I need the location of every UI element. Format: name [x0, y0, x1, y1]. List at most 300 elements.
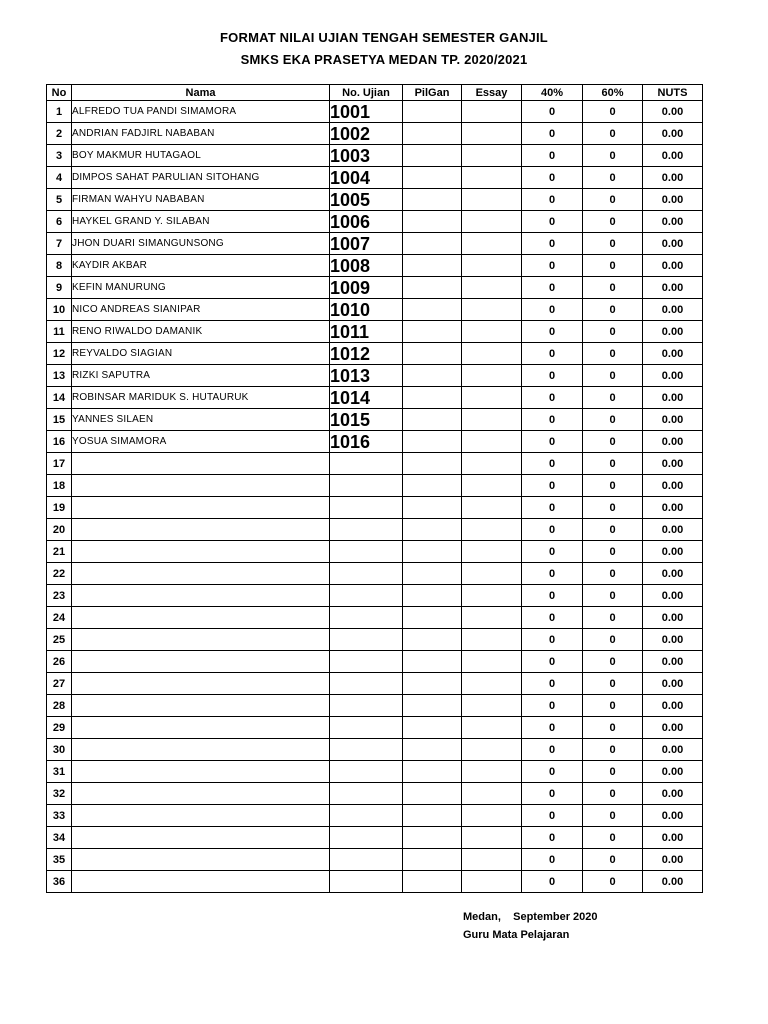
- header-nama: Nama: [72, 85, 330, 101]
- row-number: 26: [47, 651, 72, 673]
- score-40-percent: 0: [522, 123, 583, 145]
- pilgan-score: [403, 871, 462, 893]
- score-60-percent: 0: [583, 827, 643, 849]
- header-no: No: [47, 85, 72, 101]
- table-row: [47, 233, 703, 255]
- score-40-percent: 0: [522, 739, 583, 761]
- essay-score: [462, 431, 522, 453]
- nuts-score: 0.00: [643, 255, 703, 277]
- nuts-score: 0.00: [643, 651, 703, 673]
- table-row: [47, 431, 703, 453]
- exam-number: [330, 497, 403, 519]
- exam-number: 1003: [330, 145, 403, 167]
- exam-number: [330, 585, 403, 607]
- exam-number: [330, 673, 403, 695]
- nuts-score: 0.00: [643, 783, 703, 805]
- student-name: [72, 673, 330, 695]
- row-number: 36: [47, 871, 72, 893]
- exam-number: [330, 739, 403, 761]
- table-row: [47, 827, 703, 849]
- table-row: [47, 651, 703, 673]
- student-name: [72, 453, 330, 475]
- student-name: JHON DUARI SIMANGUNSONG: [72, 233, 330, 255]
- row-number: 10: [47, 299, 72, 321]
- exam-number: [330, 453, 403, 475]
- nuts-score: 0.00: [643, 387, 703, 409]
- row-number: 29: [47, 717, 72, 739]
- essay-score: [462, 805, 522, 827]
- nuts-score: 0.00: [643, 607, 703, 629]
- row-number: 12: [47, 343, 72, 365]
- row-number: 23: [47, 585, 72, 607]
- student-name: [72, 651, 330, 673]
- table-row: [47, 167, 703, 189]
- row-number: 18: [47, 475, 72, 497]
- essay-score: [462, 783, 522, 805]
- exam-number: 1011: [330, 321, 403, 343]
- pilgan-score: [403, 475, 462, 497]
- pilgan-score: [403, 651, 462, 673]
- exam-number: [330, 717, 403, 739]
- essay-score: [462, 475, 522, 497]
- row-number: 15: [47, 409, 72, 431]
- exam-number: [330, 783, 403, 805]
- pilgan-score: [403, 497, 462, 519]
- score-40-percent: 0: [522, 431, 583, 453]
- nuts-score: 0.00: [643, 695, 703, 717]
- score-60-percent: 0: [583, 739, 643, 761]
- exam-number: 1010: [330, 299, 403, 321]
- exam-number: [330, 651, 403, 673]
- essay-score: [462, 321, 522, 343]
- essay-score: [462, 695, 522, 717]
- table-row: [47, 409, 703, 431]
- exam-number: [330, 849, 403, 871]
- nuts-score: 0.00: [643, 541, 703, 563]
- pilgan-score: [403, 145, 462, 167]
- exam-number: 1002: [330, 123, 403, 145]
- essay-score: [462, 409, 522, 431]
- score-60-percent: 0: [583, 717, 643, 739]
- row-number: 8: [47, 255, 72, 277]
- score-60-percent: 0: [583, 101, 643, 123]
- essay-score: [462, 365, 522, 387]
- exam-number: 1015: [330, 409, 403, 431]
- score-40-percent: 0: [522, 761, 583, 783]
- student-name: [72, 849, 330, 871]
- table-row: [47, 299, 703, 321]
- pilgan-score: [403, 387, 462, 409]
- pilgan-score: [403, 717, 462, 739]
- pilgan-score: [403, 607, 462, 629]
- table-row: [47, 519, 703, 541]
- row-number: 22: [47, 563, 72, 585]
- nuts-score: 0.00: [643, 299, 703, 321]
- score-40-percent: 0: [522, 299, 583, 321]
- pilgan-score: [403, 343, 462, 365]
- pilgan-score: [403, 563, 462, 585]
- table-row: [47, 783, 703, 805]
- exam-number: [330, 629, 403, 651]
- table-row: [47, 761, 703, 783]
- score-40-percent: 0: [522, 277, 583, 299]
- pilgan-score: [403, 123, 462, 145]
- score-40-percent: 0: [522, 497, 583, 519]
- student-name: [72, 871, 330, 893]
- exam-number: 1014: [330, 387, 403, 409]
- table-row: [47, 453, 703, 475]
- score-40-percent: 0: [522, 541, 583, 563]
- row-number: 24: [47, 607, 72, 629]
- score-40-percent: 0: [522, 321, 583, 343]
- exam-number: 1012: [330, 343, 403, 365]
- student-name: NICO ANDREAS SIANIPAR: [72, 299, 330, 321]
- score-60-percent: 0: [583, 233, 643, 255]
- essay-score: [462, 277, 522, 299]
- grade-table: [46, 84, 703, 893]
- row-number: 7: [47, 233, 72, 255]
- score-60-percent: 0: [583, 805, 643, 827]
- nuts-score: 0.00: [643, 497, 703, 519]
- table-row: [47, 277, 703, 299]
- row-number: 5: [47, 189, 72, 211]
- nuts-score: 0.00: [643, 365, 703, 387]
- row-number: 3: [47, 145, 72, 167]
- score-40-percent: 0: [522, 783, 583, 805]
- nuts-score: 0.00: [643, 343, 703, 365]
- nuts-score: 0.00: [643, 827, 703, 849]
- row-number: 17: [47, 453, 72, 475]
- table-row: [47, 673, 703, 695]
- table-row: [47, 123, 703, 145]
- score-60-percent: 0: [583, 497, 643, 519]
- exam-number: 1001: [330, 101, 403, 123]
- table-row: [47, 255, 703, 277]
- student-name: FIRMAN WAHYU NABABAN: [72, 189, 330, 211]
- row-number: 30: [47, 739, 72, 761]
- essay-score: [462, 189, 522, 211]
- score-40-percent: 0: [522, 255, 583, 277]
- table-row: [47, 805, 703, 827]
- score-60-percent: 0: [583, 321, 643, 343]
- nuts-score: 0.00: [643, 211, 703, 233]
- table-row: [47, 497, 703, 519]
- document-title: FORMAT NILAI UJIAN TENGAH SEMESTER GANJIL: [220, 30, 548, 45]
- score-40-percent: 0: [522, 827, 583, 849]
- essay-score: [462, 255, 522, 277]
- pilgan-score: [403, 519, 462, 541]
- score-40-percent: 0: [522, 365, 583, 387]
- score-60-percent: 0: [583, 431, 643, 453]
- row-number: 35: [47, 849, 72, 871]
- nuts-score: 0.00: [643, 849, 703, 871]
- score-60-percent: 0: [583, 167, 643, 189]
- student-name: [72, 739, 330, 761]
- score-40-percent: 0: [522, 849, 583, 871]
- exam-number: 1004: [330, 167, 403, 189]
- row-number: 31: [47, 761, 72, 783]
- essay-score: [462, 387, 522, 409]
- table-row: [47, 475, 703, 497]
- nuts-score: 0.00: [643, 673, 703, 695]
- essay-score: [462, 519, 522, 541]
- score-60-percent: 0: [583, 299, 643, 321]
- row-number: 2: [47, 123, 72, 145]
- pilgan-score: [403, 101, 462, 123]
- score-60-percent: 0: [583, 409, 643, 431]
- student-name: DIMPOS SAHAT PARULIAN SITOHANG: [72, 167, 330, 189]
- nuts-score: 0.00: [643, 563, 703, 585]
- pilgan-score: [403, 255, 462, 277]
- pilgan-score: [403, 739, 462, 761]
- essay-score: [462, 871, 522, 893]
- table-row: [47, 189, 703, 211]
- essay-score: [462, 211, 522, 233]
- row-number: 9: [47, 277, 72, 299]
- score-40-percent: 0: [522, 387, 583, 409]
- student-name: [72, 629, 330, 651]
- table-row: [47, 717, 703, 739]
- score-60-percent: 0: [583, 607, 643, 629]
- essay-score: [462, 343, 522, 365]
- score-40-percent: 0: [522, 651, 583, 673]
- pilgan-score: [403, 629, 462, 651]
- score-40-percent: 0: [522, 189, 583, 211]
- table-row: [47, 849, 703, 871]
- footer-place-date: Medan, September 2020: [463, 911, 598, 923]
- table-row: [47, 629, 703, 651]
- row-number: 6: [47, 211, 72, 233]
- pilgan-score: [403, 827, 462, 849]
- nuts-score: 0.00: [643, 233, 703, 255]
- table-row: [47, 387, 703, 409]
- exam-number: [330, 519, 403, 541]
- student-name: RIZKI SAPUTRA: [72, 365, 330, 387]
- essay-score: [462, 453, 522, 475]
- pilgan-score: [403, 299, 462, 321]
- score-40-percent: 0: [522, 233, 583, 255]
- nuts-score: 0.00: [643, 277, 703, 299]
- nuts-score: 0.00: [643, 453, 703, 475]
- essay-score: [462, 739, 522, 761]
- score-60-percent: 0: [583, 123, 643, 145]
- pilgan-score: [403, 805, 462, 827]
- nuts-score: 0.00: [643, 167, 703, 189]
- table-row: [47, 541, 703, 563]
- score-60-percent: 0: [583, 453, 643, 475]
- footer-signer-role: Guru Mata Pelajaran: [463, 929, 570, 941]
- exam-number: 1005: [330, 189, 403, 211]
- table-row: [47, 871, 703, 893]
- score-60-percent: 0: [583, 145, 643, 167]
- student-name: YANNES SILAEN: [72, 409, 330, 431]
- nuts-score: 0.00: [643, 145, 703, 167]
- exam-number: [330, 563, 403, 585]
- pilgan-score: [403, 321, 462, 343]
- essay-score: [462, 101, 522, 123]
- student-name: ANDRIAN FADJIRL NABABAN: [72, 123, 330, 145]
- score-40-percent: 0: [522, 563, 583, 585]
- student-name: [72, 827, 330, 849]
- essay-score: [462, 167, 522, 189]
- header-no-ujian: No. Ujian: [330, 85, 403, 101]
- essay-score: [462, 585, 522, 607]
- essay-score: [462, 651, 522, 673]
- student-name: [72, 717, 330, 739]
- row-number: 28: [47, 695, 72, 717]
- header-pilgan: PilGan: [403, 85, 462, 101]
- row-number: 4: [47, 167, 72, 189]
- document-subtitle: SMKS EKA PRASETYA MEDAN TP. 2020/2021: [240, 52, 528, 67]
- table-row: [47, 695, 703, 717]
- pilgan-score: [403, 431, 462, 453]
- table-row: [47, 365, 703, 387]
- pilgan-score: [403, 673, 462, 695]
- nuts-score: 0.00: [643, 739, 703, 761]
- student-name: [72, 761, 330, 783]
- student-name: YOSUA SIMAMORA: [72, 431, 330, 453]
- essay-score: [462, 849, 522, 871]
- score-40-percent: 0: [522, 453, 583, 475]
- score-40-percent: 0: [522, 717, 583, 739]
- nuts-score: 0.00: [643, 101, 703, 123]
- pilgan-score: [403, 211, 462, 233]
- table-row: [47, 211, 703, 233]
- row-number: 19: [47, 497, 72, 519]
- header-60-percent: 60%: [583, 85, 643, 101]
- exam-number: [330, 827, 403, 849]
- table-row: [47, 321, 703, 343]
- header-essay: Essay: [462, 85, 522, 101]
- exam-number: [330, 871, 403, 893]
- pilgan-score: [403, 761, 462, 783]
- table-header-row: [47, 85, 703, 101]
- nuts-score: 0.00: [643, 519, 703, 541]
- essay-score: [462, 497, 522, 519]
- student-name: [72, 695, 330, 717]
- score-60-percent: 0: [583, 783, 643, 805]
- row-number: 21: [47, 541, 72, 563]
- pilgan-score: [403, 849, 462, 871]
- nuts-score: 0.00: [643, 123, 703, 145]
- exam-number: [330, 805, 403, 827]
- row-number: 27: [47, 673, 72, 695]
- essay-score: [462, 563, 522, 585]
- exam-number: [330, 607, 403, 629]
- pilgan-score: [403, 695, 462, 717]
- nuts-score: 0.00: [643, 629, 703, 651]
- score-60-percent: 0: [583, 211, 643, 233]
- row-number: 1: [47, 101, 72, 123]
- table-row: [47, 585, 703, 607]
- pilgan-score: [403, 365, 462, 387]
- student-name: [72, 585, 330, 607]
- score-40-percent: 0: [522, 101, 583, 123]
- essay-score: [462, 761, 522, 783]
- score-40-percent: 0: [522, 585, 583, 607]
- row-number: 34: [47, 827, 72, 849]
- essay-score: [462, 717, 522, 739]
- score-40-percent: 0: [522, 629, 583, 651]
- essay-score: [462, 123, 522, 145]
- table-row: [47, 607, 703, 629]
- nuts-score: 0.00: [643, 189, 703, 211]
- score-60-percent: 0: [583, 585, 643, 607]
- nuts-score: 0.00: [643, 431, 703, 453]
- table-row: [47, 145, 703, 167]
- student-name: RENO RIWALDO DAMANIK: [72, 321, 330, 343]
- exam-number: 1008: [330, 255, 403, 277]
- score-60-percent: 0: [583, 695, 643, 717]
- table-row: [47, 343, 703, 365]
- score-60-percent: 0: [583, 365, 643, 387]
- score-40-percent: 0: [522, 607, 583, 629]
- student-name: [72, 607, 330, 629]
- header-nuts: NUTS: [643, 85, 703, 101]
- exam-number: 1009: [330, 277, 403, 299]
- nuts-score: 0.00: [643, 717, 703, 739]
- pilgan-score: [403, 277, 462, 299]
- student-name: REYVALDO SIAGIAN: [72, 343, 330, 365]
- student-name: [72, 497, 330, 519]
- row-number: 32: [47, 783, 72, 805]
- score-60-percent: 0: [583, 541, 643, 563]
- essay-score: [462, 299, 522, 321]
- nuts-score: 0.00: [643, 409, 703, 431]
- score-40-percent: 0: [522, 673, 583, 695]
- score-60-percent: 0: [583, 761, 643, 783]
- score-40-percent: 0: [522, 343, 583, 365]
- score-40-percent: 0: [522, 409, 583, 431]
- pilgan-score: [403, 167, 462, 189]
- score-40-percent: 0: [522, 519, 583, 541]
- score-60-percent: 0: [583, 871, 643, 893]
- essay-score: [462, 541, 522, 563]
- exam-number: [330, 475, 403, 497]
- nuts-score: 0.00: [643, 761, 703, 783]
- essay-score: [462, 629, 522, 651]
- exam-number: 1016: [330, 431, 403, 453]
- student-name: [72, 519, 330, 541]
- score-60-percent: 0: [583, 629, 643, 651]
- exam-number: [330, 541, 403, 563]
- row-number: 16: [47, 431, 72, 453]
- pilgan-score: [403, 783, 462, 805]
- score-40-percent: 0: [522, 475, 583, 497]
- row-number: 14: [47, 387, 72, 409]
- score-40-percent: 0: [522, 805, 583, 827]
- student-name: [72, 783, 330, 805]
- score-60-percent: 0: [583, 673, 643, 695]
- table-row: [47, 101, 703, 123]
- score-60-percent: 0: [583, 849, 643, 871]
- nuts-score: 0.00: [643, 805, 703, 827]
- score-40-percent: 0: [522, 871, 583, 893]
- score-60-percent: 0: [583, 387, 643, 409]
- student-name: KEFIN MANURUNG: [72, 277, 330, 299]
- score-60-percent: 0: [583, 343, 643, 365]
- student-name: ALFREDO TUA PANDI SIMAMORA: [72, 101, 330, 123]
- pilgan-score: [403, 189, 462, 211]
- score-60-percent: 0: [583, 255, 643, 277]
- essay-score: [462, 827, 522, 849]
- student-name: [72, 475, 330, 497]
- exam-number: 1013: [330, 365, 403, 387]
- pilgan-score: [403, 453, 462, 475]
- score-40-percent: 0: [522, 167, 583, 189]
- table-row: [47, 739, 703, 761]
- nuts-score: 0.00: [643, 475, 703, 497]
